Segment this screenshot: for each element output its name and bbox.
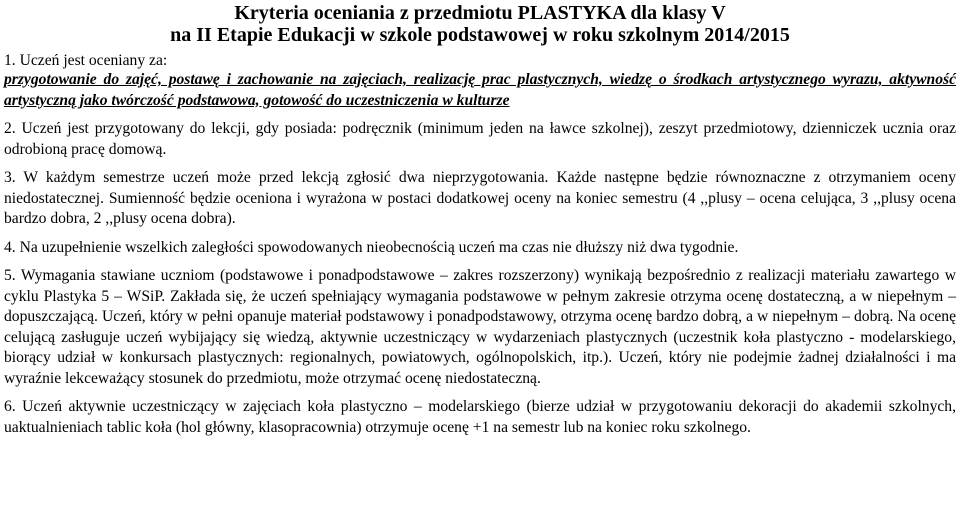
paragraph-4: 4. Na uzupełnienie wszelkich zaległości spowodowanych nieobecnością uczeń ma czas nie dłuższy niż dwa tygodnie. xyxy=(4,238,739,256)
paragraph-1-criteria: przygotowanie do zajęć, postawę i zachowanie na zajęciach, realizację prac plastycznych, wiedzę o środkach artystycznego wyrazu, aktywność artystyczną jako twórczość podstawowa, gotowość do uczestniczenia w kulturze xyxy=(4,71,956,109)
title-line-1: Kryteria oceniania z przedmiotu PLASTYKA dla klasy V xyxy=(234,2,726,24)
title-line-2: na II Etapie Edukacji w szkole podstawowej w roku szkolnym 2014/2015 xyxy=(170,24,790,46)
paragraph-6: 6. Uczeń aktywnie uczestniczący w zajęciach koła plastyczno – modelarskiego (bierze udział w przygotowaniu dekoracji do akademii szkolnych, uaktualnieniach tablic koła (hol główny, klasopracownia) otrzymuje ocenę +1 na semestr lub na koniec roku szkolnego. xyxy=(4,398,956,436)
paragraph-2: 2. Uczeń jest przygotowany do lekcji, gdy posiada: podręcznik (minimum jeden na ławce szkolnej), zeszyt przedmiotowy, dzienniczek ucznia oraz odrobioną pracę domową. xyxy=(4,120,956,158)
paragraph-3: 3. W każdym semestrze uczeń może przed lekcją zgłosić dwa nieprzygotowania. Każde następne będzie równoznaczne z otrzymaniem oceny niedostatecznej. Sumienność będzie oceniona i wyrażona w postaci dodatkowej oceny na koniec semestru (4 ,,plusy – ocena celująca, 3 ,,plusy ocena bardzo dobra, 2 ,,plusy ocena dobra). xyxy=(4,169,956,227)
document-page xyxy=(4,0,956,438)
paragraph-1-intro: 1. Uczeń jest oceniany za: xyxy=(4,52,168,69)
document-title xyxy=(4,2,956,46)
paragraph-5: 5. Wymagania stawiane uczniom (podstawowe i ponadpodstawowe – zakres rozszerzony) wynikają bezpośrednio z realizacji materiału zawartego w cyklu Plastyka 5 – WSiP. Zakłada się, że uczeń spełniający wymagania podstawowe w pełnym zakresie otrzyma ocenę dostateczną, a w niepełnym – dopuszczającą. Uczeń, który w pełni opanuje materiał podstawowy i ponadpodstawowy, otrzyma ocenę bardzo dobrą, a w niepełnym – dobrą. Na ocenę celującą zasługuje uczeń wybijający się wiedzą, aktywnie uczestniczący w wydarzeniach plastycznych (uczestnik koła plastyczno - modelarskiego, biorący udział w konkursach plastycznych: regionalnych, powiatowych, ogólnopolskich, itp.). Uczeń, który nie podejmie żadnej działalności i ma wyraźnie lekceważący stosunek do przedmiotu, może otrzymać ocenę niedostateczną. xyxy=(4,267,956,387)
